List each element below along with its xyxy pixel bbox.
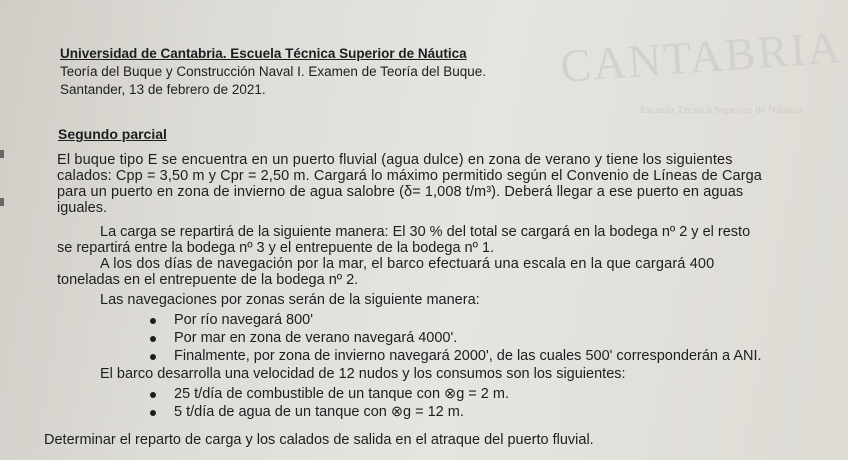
- watermark-subtitle: Escuela Técnica Superior de Náutica: [640, 104, 803, 116]
- question: Determinar el reparto de carga y los calados de salida en el atraque del puerto fluvial.: [44, 432, 594, 448]
- navigation-item: Finalmente, por zona de invierno navegará 2000', de las cuales 500' corresponderán a ANI.: [174, 348, 762, 364]
- consumption-item: 25 t/día de combustible de un tanque con ⊗g = 2 m.: [174, 386, 509, 402]
- bullet: [150, 318, 156, 324]
- page-edge-mark: [0, 198, 4, 206]
- bullet: [150, 392, 156, 398]
- p1-line3: para un puerto en zona de invierno de agua salobre (δ= 1,008 t/m³). Deberá llegar a ese puerto en aguas: [57, 184, 744, 200]
- p2-line1: La carga se repartirá de la siguiente manera: El 30 % del total se cargará en la bodega nº 2 y el resto: [100, 224, 751, 240]
- header-subject: Teoría del Buque y Construcción Naval I. Examen de Teoría del Buque.: [60, 64, 487, 79]
- section-title: Segundo parcial: [58, 126, 167, 142]
- p5-intro: El barco desarrolla una velocidad de 12 nudos y los consumos son los siguientes:: [100, 366, 626, 382]
- bullet: [150, 354, 156, 360]
- p3-line2: toneladas en el entrepuente de la bodega nº 2.: [57, 272, 359, 288]
- bullet: [150, 410, 156, 416]
- p1-line1: El buque tipo E se encuentra en un puerto fluvial (agua dulce) en zona de verano y tiene los siguientes: [57, 152, 733, 168]
- header-date: Santander, 13 de febrero de 2021.: [60, 82, 266, 97]
- watermark: CANTABRIA: [558, 21, 845, 92]
- p2-line2: se repartirá entre la bodega nº 3 y el entrepuente de la bodega nº 1.: [57, 240, 495, 256]
- page-edge-mark: [0, 150, 4, 158]
- p1-line4: iguales.: [57, 200, 107, 216]
- p1-line2: calados: Cpp = 3,50 m y Cpr = 2,50 m. Cargará lo máximo permitido según el Convenio de Líneas de Carga: [57, 168, 762, 184]
- p3-line1: A los dos días de navegación por la mar, el barco efectuará una escala en la que cargará 400: [100, 256, 715, 272]
- navigation-item: Por mar en zona de verano navegará 4000'.: [174, 330, 458, 346]
- header-university: Universidad de Cantabria. Escuela Técnica Superior de Náutica: [60, 46, 467, 61]
- consumption-item: 5 t/día de agua de un tanque con ⊗g = 12 m.: [174, 404, 464, 420]
- bullet: [150, 336, 156, 342]
- p4-intro: Las navegaciones por zonas serán de la siguiente manera:: [100, 292, 480, 308]
- navigation-item: Por río navegará 800': [174, 312, 313, 328]
